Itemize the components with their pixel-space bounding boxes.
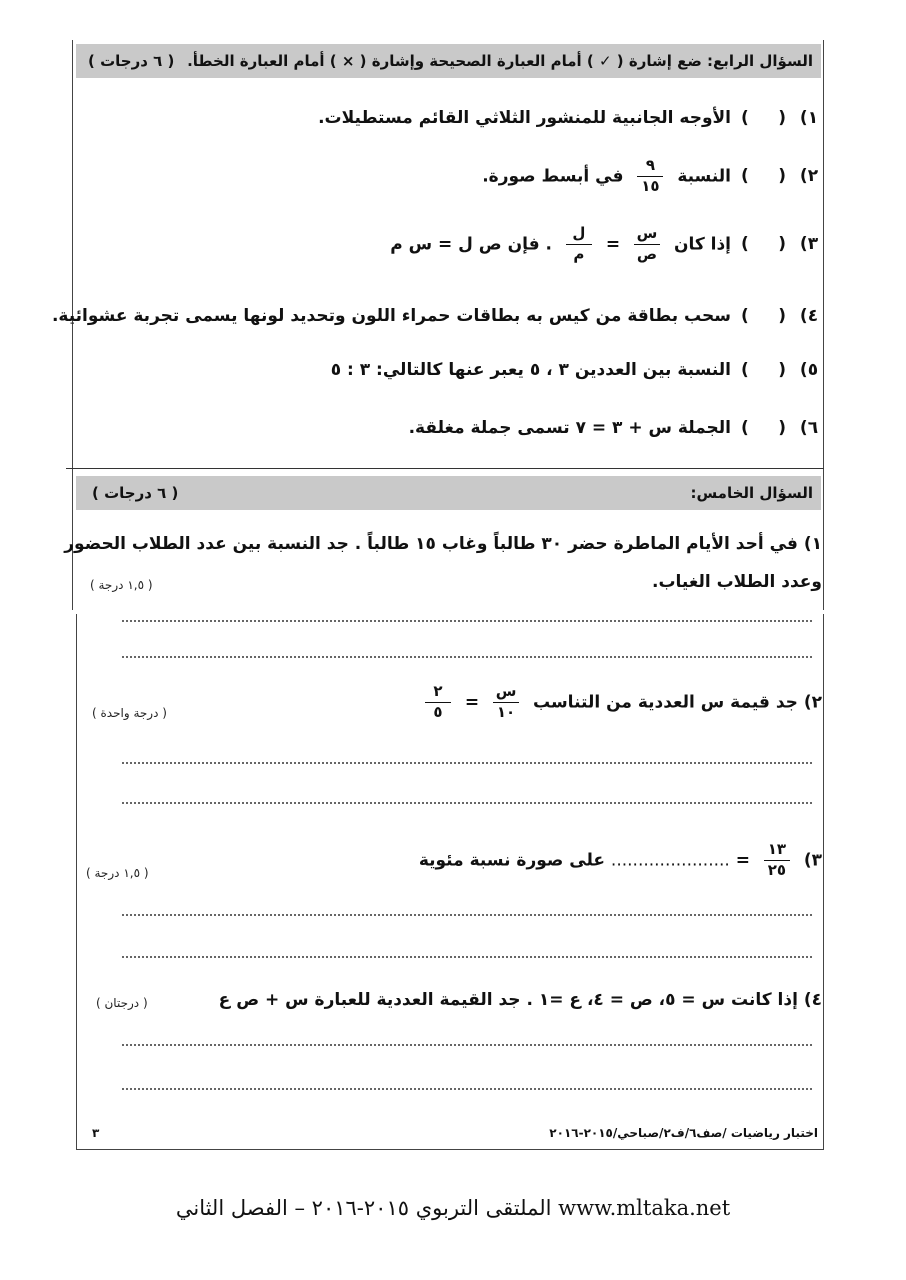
fraction-numerator: س bbox=[636, 224, 658, 242]
fraction-denominator: ٢٥ bbox=[767, 860, 787, 879]
fraction-9-15 bbox=[637, 158, 663, 195]
answer-line[interactable] bbox=[122, 762, 812, 764]
answer-blank[interactable]: ( ) bbox=[740, 166, 787, 187]
question-5-item-1-grade: ( ١,٥ درجة ) bbox=[90, 578, 153, 592]
site-watermark: www.mltaka.net الملتقى التربوي ٢٠١٥-٢٠١٦ – الفصل الثاني bbox=[175, 1196, 731, 1220]
question-5-item-3 bbox=[419, 842, 822, 879]
item-number: ٤) bbox=[799, 306, 819, 326]
equals-sign: = bbox=[735, 850, 750, 871]
page-number: ٣ bbox=[92, 1126, 100, 1140]
statement-text: في أبسط صورة. bbox=[482, 166, 624, 187]
equals-sign: = bbox=[605, 234, 621, 255]
answer-blank[interactable]: ( ) bbox=[740, 234, 787, 255]
fraction-13-over-25 bbox=[764, 842, 790, 879]
answer-line[interactable] bbox=[122, 620, 812, 622]
item-number: ٢) bbox=[799, 166, 819, 187]
fraction-denominator: م bbox=[573, 244, 585, 263]
answer-line[interactable] bbox=[122, 914, 812, 916]
question-5-item-3-grade: ( ١,٥ درجة ) bbox=[86, 866, 149, 880]
statement-text: النسبة bbox=[677, 166, 732, 187]
item-number: ٣) bbox=[803, 850, 822, 871]
answer-line[interactable] bbox=[122, 656, 812, 658]
answer-line[interactable] bbox=[122, 1088, 812, 1090]
fraction-denominator: ١٠ bbox=[496, 702, 516, 721]
question-4-item-6 bbox=[409, 418, 822, 438]
statement-text: الجملة س + ٣ = ٧ تسمى جملة مغلقة. bbox=[408, 418, 732, 438]
answer-blank[interactable]: ( ) bbox=[740, 360, 787, 380]
question-5-marks: ( ٦ درجات ) bbox=[92, 484, 179, 502]
answer-blank[interactable]: ( ) bbox=[740, 108, 787, 128]
answer-blank[interactable]: ( ) bbox=[740, 418, 787, 438]
statement-text: إذا كان bbox=[673, 234, 732, 255]
fraction-2-over-5 bbox=[425, 684, 451, 721]
fraction-numerator: ١٣ bbox=[767, 840, 787, 858]
question-5-item-2 bbox=[417, 684, 822, 721]
statement-text: النسبة بين العددين ٣ ، ٥ يعبر عنها كالتالي: ٣ : ٥ bbox=[330, 360, 732, 380]
question-5-item-4-grade: ( درجتان ) bbox=[96, 996, 148, 1010]
statement-text: . فإن ص ل = س م bbox=[390, 234, 552, 255]
answer-blank[interactable]: ...................... bbox=[610, 850, 730, 871]
fraction-numerator: ٢ bbox=[433, 682, 443, 700]
question-5-item-1-line-2: وعدد الطلاب الغياب. bbox=[652, 572, 822, 592]
item-number: ١) bbox=[799, 108, 819, 128]
question-5-item-4: ٤) إذا كانت س = ٥، ص = ٤، ع =١ . جد القيمة العددية للعبارة س + ص ع bbox=[218, 990, 822, 1010]
answer-blank[interactable]: ( ) bbox=[740, 306, 787, 326]
fraction-denominator: ص bbox=[636, 244, 658, 263]
answer-line[interactable] bbox=[122, 1044, 812, 1046]
question-4-item-3 bbox=[390, 226, 822, 263]
question-4-item-2 bbox=[482, 158, 822, 195]
question-4-item-4 bbox=[52, 306, 822, 326]
question-5-header bbox=[76, 476, 821, 510]
fraction-denominator: ١٥ bbox=[641, 176, 660, 195]
item-number: ٦) bbox=[799, 418, 819, 438]
statement-text: الأوجه الجانبية للمنشور الثلاثي القائم مستطيلات. bbox=[318, 108, 732, 128]
question-5-title: السؤال الخامس: bbox=[690, 484, 813, 502]
question-4-item-5 bbox=[331, 360, 822, 380]
fraction-numerator: س bbox=[495, 682, 517, 700]
section-divider bbox=[66, 468, 824, 469]
question-4-marks: ( ٦ درجات ) bbox=[88, 52, 175, 70]
exam-info: اختبار رياضيات /صف٦/ف٢/صباحي/٢٠١٥-٢٠١٦ bbox=[549, 1126, 818, 1140]
question-4-item-1 bbox=[318, 108, 822, 128]
answer-line[interactable] bbox=[122, 956, 812, 958]
statement-text: سحب بطاقة من كيس به بطاقات حمراء اللون وتحديد لونها يسمى تجربة عشوائية. bbox=[51, 306, 732, 326]
item-number: ٥) bbox=[799, 360, 819, 380]
fraction-s-over-10 bbox=[493, 684, 519, 721]
fraction-numerator: ٩ bbox=[645, 156, 655, 174]
question-5-item-2-grade: ( درجة واحدة ) bbox=[92, 706, 167, 720]
answer-line[interactable] bbox=[122, 802, 812, 804]
item-number: ٣) bbox=[799, 234, 819, 255]
question-5-item-1-line-1: ١) في أحد الأيام الماطرة حضر ٣٠ طالباً وغاب ١٥ طالباً . جد النسبة بين عدد الطلاب الحضور bbox=[64, 534, 822, 554]
question-4-header bbox=[76, 44, 821, 78]
equals-sign: = bbox=[464, 692, 480, 713]
fraction-denominator: ٥ bbox=[433, 702, 443, 721]
statement-text: ٢) جد قيمة س العددية من التناسب bbox=[532, 692, 822, 713]
fraction-s-over-p bbox=[634, 226, 660, 263]
statement-text: على صورة نسبة مئوية bbox=[418, 850, 605, 871]
fraction-l-over-m bbox=[566, 226, 592, 263]
fraction-numerator: ل bbox=[572, 224, 586, 242]
question-4-title: السؤال الرابع: ضع إشارة ( ✓ ) أمام العبارة الصحيحة وإشارة ( × ) أمام العبارة الخطأ. bbox=[187, 52, 813, 70]
